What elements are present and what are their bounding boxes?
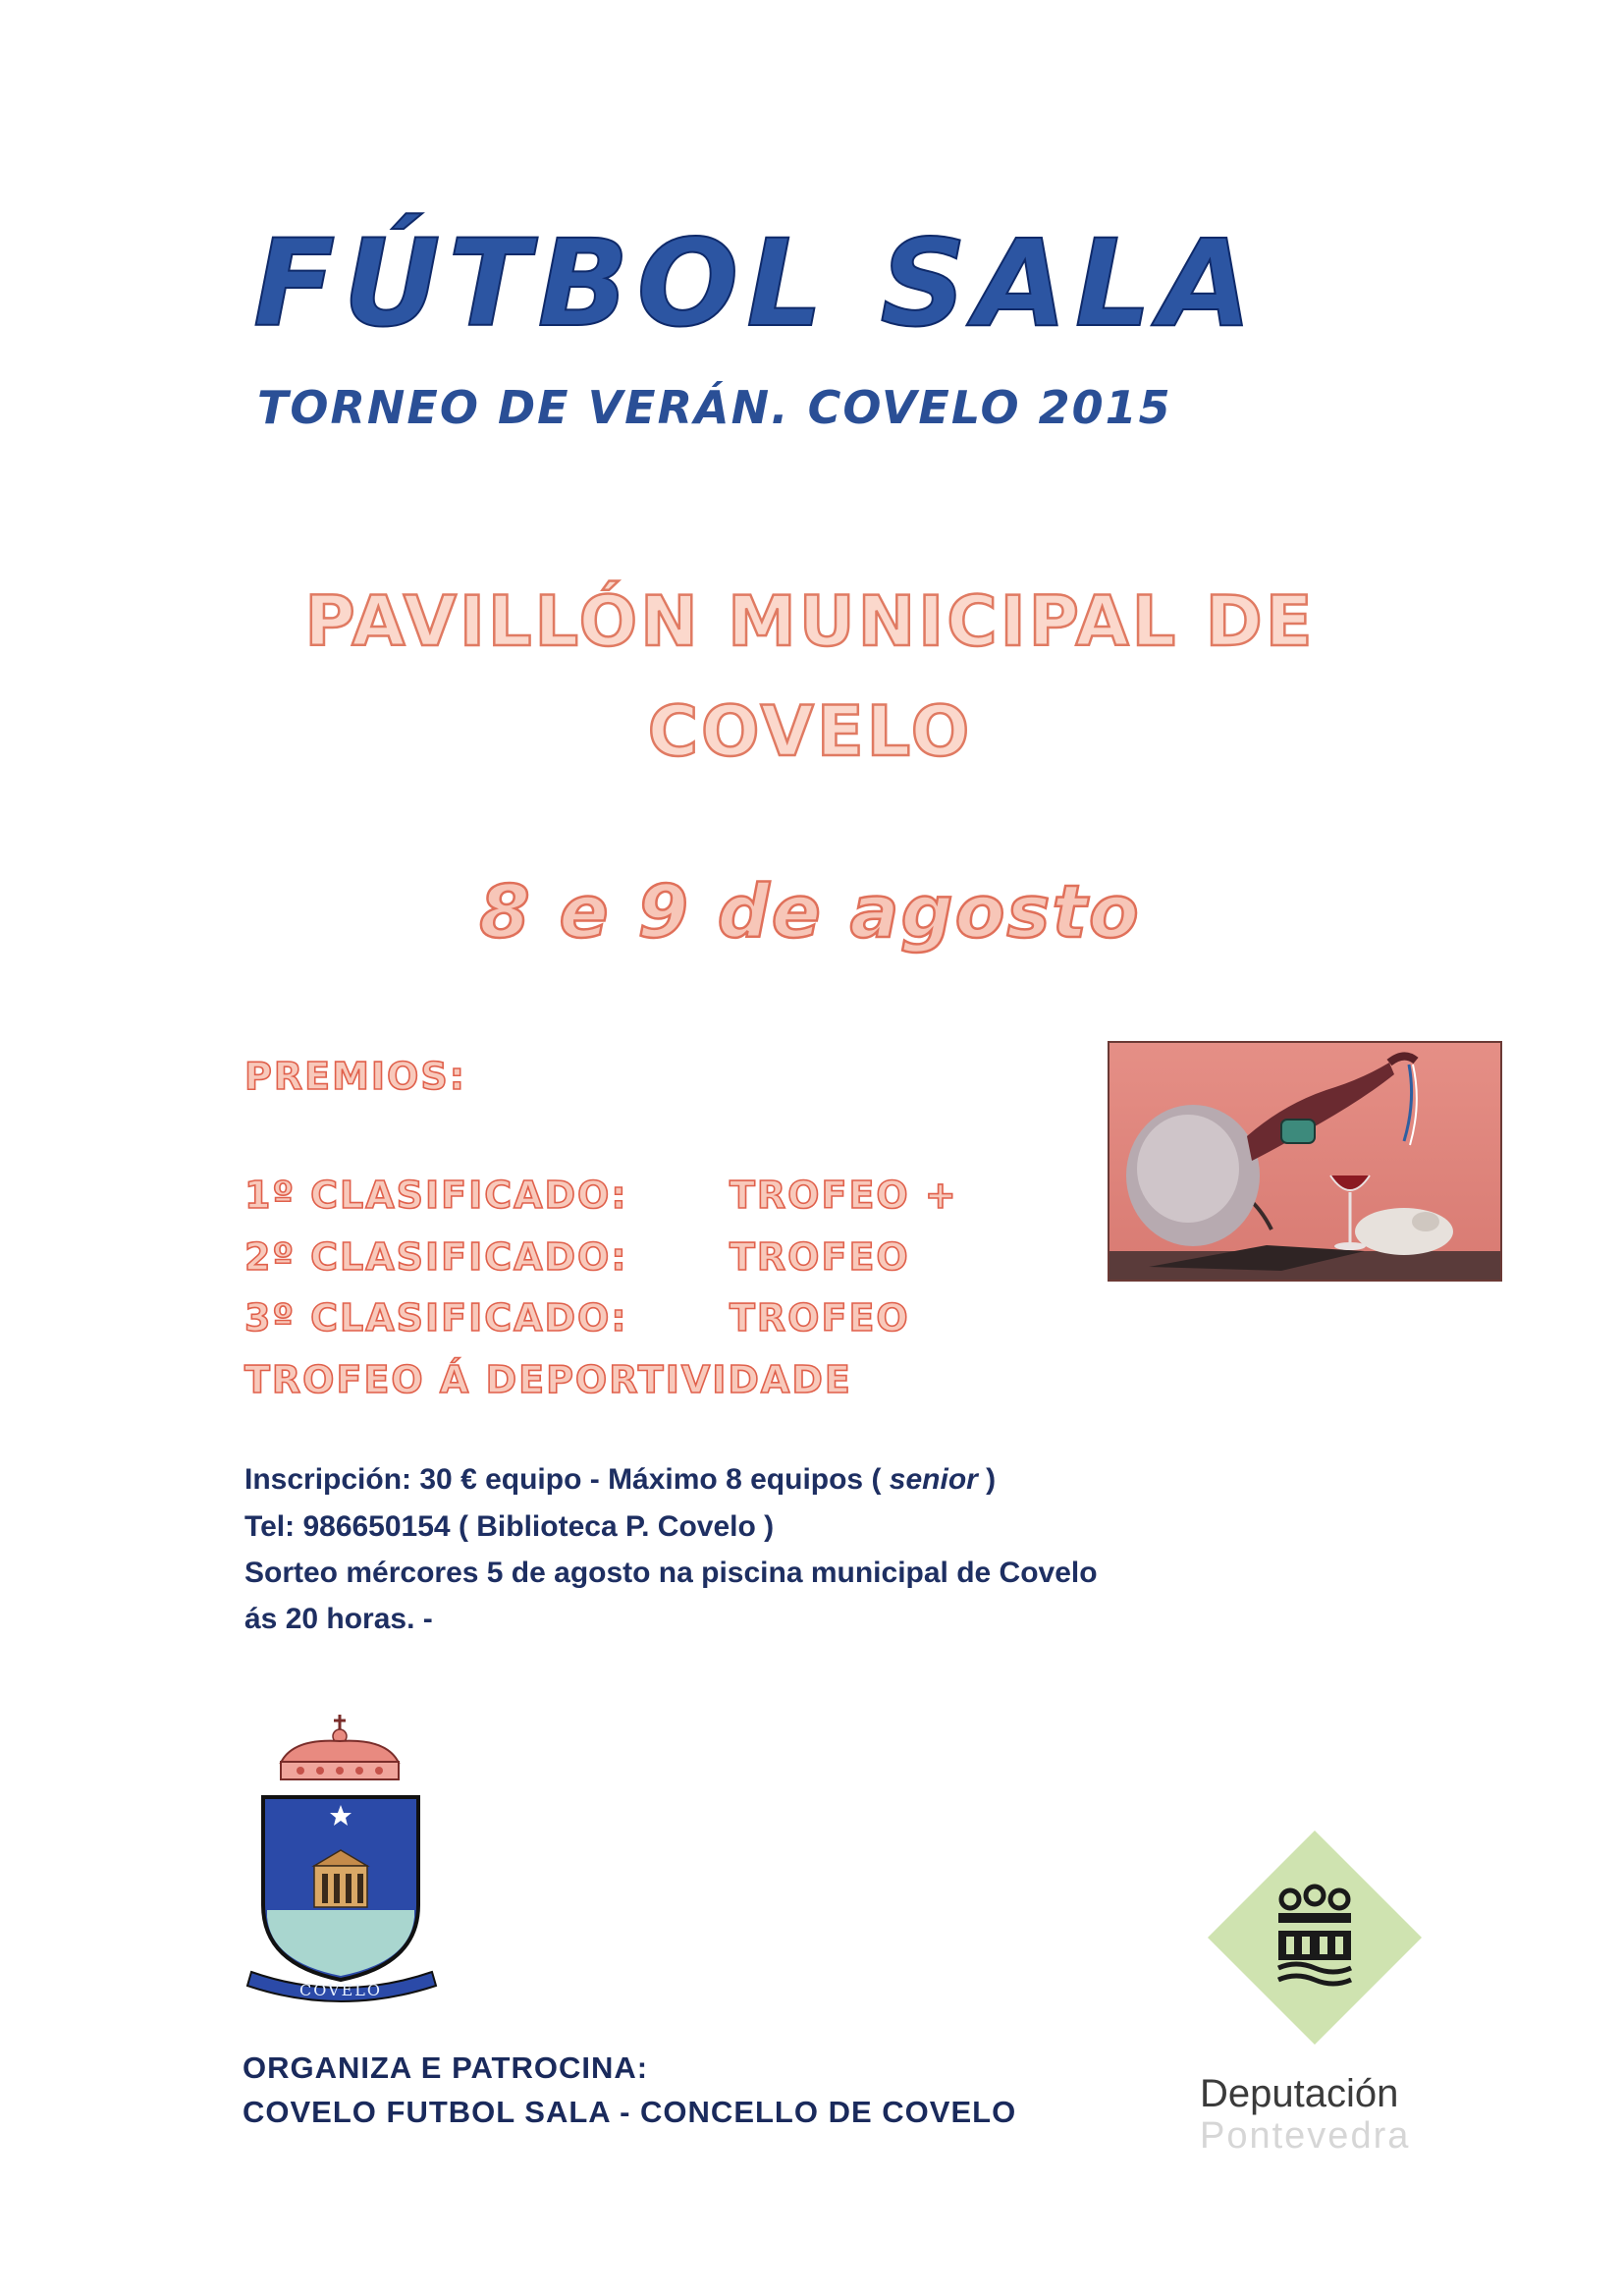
prize-place-1: 1º CLASIFICADO: (244, 1174, 628, 1217)
draw-time: ás 20 horas. - (244, 1603, 433, 1635)
poster-title: FÚTBOL SALA (253, 214, 1260, 354)
prize-place-2: 2º CLASIFICADO: (244, 1235, 628, 1279)
organizer-names: COVELO FUTBOL SALA - CONCELLO DE COVELO (243, 2095, 1017, 2129)
prize-value-2: TROFEO (730, 1235, 910, 1279)
draw-info: Sorteo mércores 5 de agosto na piscina municipal de Covelo (244, 1557, 1098, 1589)
prize-value-3: TROFEO (730, 1296, 910, 1339)
prizes-heading: PREMIOS: (244, 1055, 466, 1098)
svg-text:COVELO: COVELO (298, 1981, 383, 1999)
phone-info: Tel: 986650154 ( Biblioteca P. Covelo ) (244, 1510, 775, 1543)
ham-prize-photo (1108, 1041, 1502, 1282)
deputacion-logo (1206, 1829, 1424, 2047)
sportsmanship-prize: TROFEO Á DEPORTIVIDADE (244, 1358, 852, 1401)
prize-value-1: TROFEO + (730, 1174, 958, 1217)
registration-info (244, 1465, 996, 1495)
covelo-crest-logo (243, 1709, 440, 2003)
registration-text: Inscripción: 30 € equipo - Máximo 8 equipos ( (244, 1463, 882, 1496)
poster-subtitle: TORNEO DE VERÁN. COVELO 2015 (257, 381, 1172, 434)
organizer-label: ORGANIZA E PATROCINA: (243, 2050, 649, 2085)
category-senior: senior (889, 1463, 978, 1496)
deputacion-name: Deputación (1200, 2072, 1399, 2115)
prize-place-3: 3º CLASIFICADO: (244, 1296, 628, 1339)
registration-close: ) (986, 1463, 997, 1496)
event-date: 8 e 9 de agosto (479, 870, 1141, 955)
venue-line-2: COVELO (647, 691, 973, 772)
venue-line-1: PAVILLÓN MUNICIPAL DE (304, 581, 1316, 662)
deputacion-subtitle: Pontevedra (1200, 2115, 1411, 2157)
